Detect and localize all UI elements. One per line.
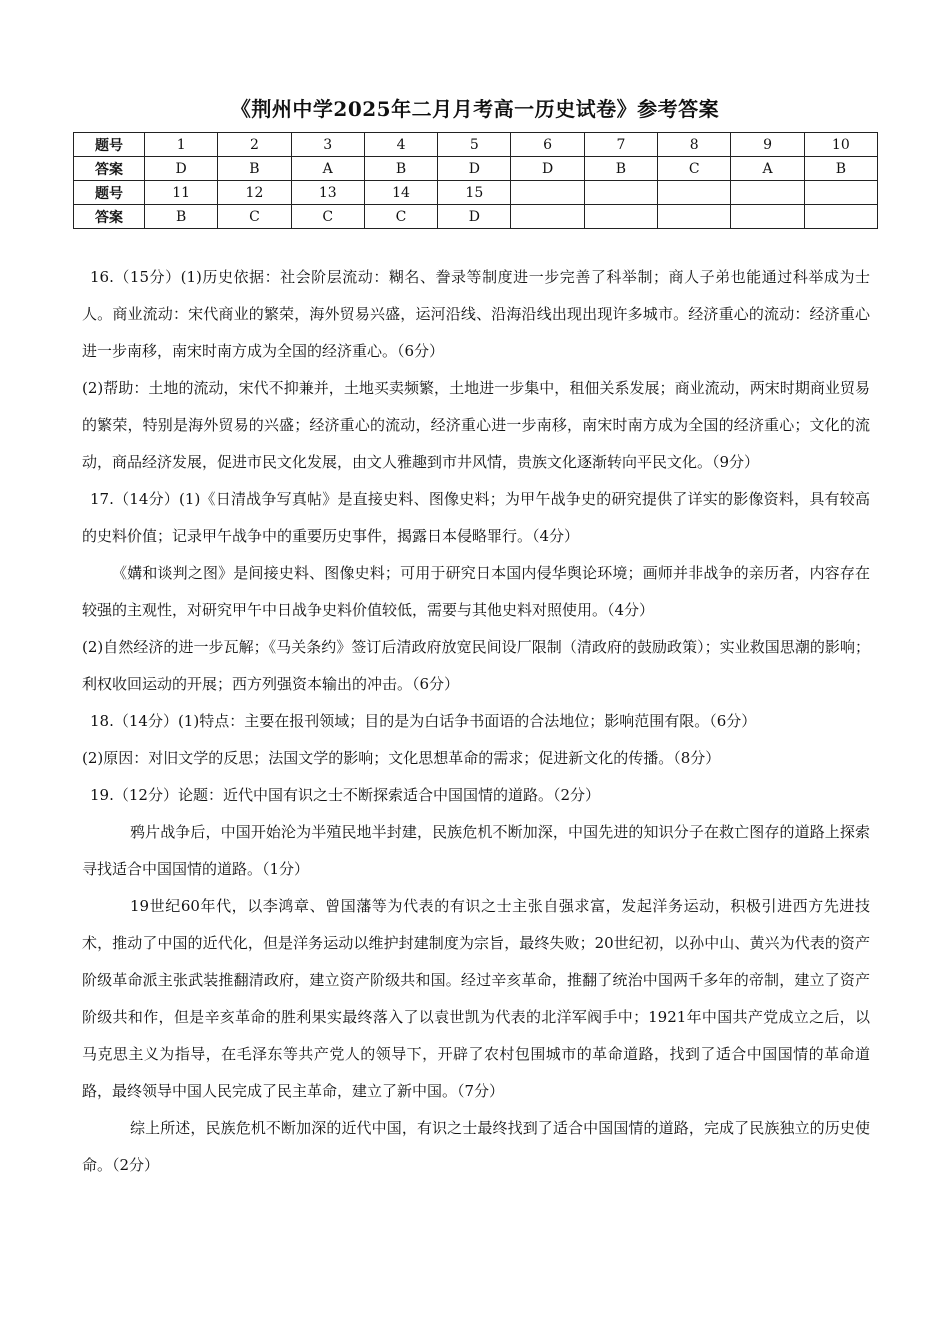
answer-18-part-1: 18.（14分）(1)特点：主要在报刊领域；目的是为白话争书面语的合法地位；影响范围有限。（6分） [90,712,757,730]
answer-18-part-2: (2)原因：对旧文学的反思；法国文学的影响；文化思想革命的需求；促进新文化的传播。（8分） [82,749,721,767]
answer-17-part-2: (2)自然经济的进一步瓦解；《马关条约》签订后清政府放宽民间设厂限制（清政府的鼓励政策）；实业救国思潮的影响；利权收回运动的开展；西方列强资本输出的冲击。（6分） [82,638,870,693]
table-cell: 10 [804,133,877,157]
table-cell: 6 [511,133,584,157]
answer-table [73,132,878,229]
table-cell: C [218,205,291,229]
answer-16-part-2: (2)帮助：土地的流动，宋代不抑兼并，土地买卖频繁，土地进一步集中，租佃关系发展；商业流动，两宋时期商业贸易的繁荣，特别是海外贸易的兴盛；经济重心的流动，经济重心进一步南移，南宋时南方成为全国的经济重心；文化的流动，商品经济发展，促进市民文化发展，由文人雅趣到市井风情，贵族文化逐渐转向平民文化。（9分） [82,379,870,471]
table-cell [584,181,657,205]
table-cell: D [511,157,584,181]
table-cell: A [731,157,804,181]
table-cell [804,181,877,205]
table-cell: B [145,205,218,229]
answer-19-conclusion: 综上所述，民族危机不断加深的近代中国，有识之士最终找到了适合中国国情的道路，完成了民族独立的历史使命。（2分） [82,1119,870,1174]
table-cell [584,205,657,229]
row-header: 题号 [74,133,145,157]
table-cell: C [291,205,364,229]
answer-19-intro: 鸦片战争后，中国开始沦为半殖民地半封建，民族危机不断加深，中国先进的知识分子在救亡图存的道路上探索寻找适合中国国情的道路。（1分） [82,823,870,878]
answer-19-thesis: 19.（12分）论题：近代中国有识之士不断探索适合中国国情的道路。（2分） [90,786,600,804]
row-header: 答案 [74,205,145,229]
table-cell: C [658,157,731,181]
row-header: 答案 [74,157,145,181]
table-cell: 1 [145,133,218,157]
table-cell: 5 [438,133,511,157]
answer-content [82,259,870,1184]
answer-17-part-1b: 《媾和谈判之图》是间接史料、图像史料；可用于研究日本国内侵华舆论环境；画师并非战争的亲历者，内容存在较强的主观性，对研究甲午中日战争史料价值较低，需要与其他史料对照使用。（4分） [82,564,870,619]
table-cell: D [438,157,511,181]
table-cell: 14 [364,181,437,205]
table-cell: 7 [584,133,657,157]
table-row [74,157,878,181]
table-cell [511,205,584,229]
table-cell: 2 [218,133,291,157]
table-cell [804,205,877,229]
table-cell: D [145,157,218,181]
table-cell: B [584,157,657,181]
table-cell: 12 [218,181,291,205]
table-cell: B [364,157,437,181]
table-row [74,205,878,229]
table-cell: 9 [731,133,804,157]
table-cell: 15 [438,181,511,205]
table-cell: 3 [291,133,364,157]
table-cell [731,181,804,205]
table-cell: B [804,157,877,181]
table-cell: 13 [291,181,364,205]
answer-16-part-1: 16.（15分）(1)历史依据：社会阶层流动：糊名、誊录等制度进一步完善了科举制；商人子弟也能通过科举成为士人。商业流动：宋代商业的繁荣，海外贸易兴盛，运河沿线、沿海沿线出现出现许多城市。经济重心的流动：经济重心进一步南移，南宋时南方成为全国的经济重心。（6分） [82,268,870,360]
answer-17-part-1: 17.（14分）(1)《日清战争写真帖》是直接史料、图像史料；为甲午战争史的研究提供了详实的影像资料，具有较高的史料价值；记录甲午战争中的重要历史事件，揭露日本侵略罪行。（4分） [82,490,870,545]
table-cell: 11 [145,181,218,205]
table-row [74,133,878,157]
table-cell [731,205,804,229]
table-cell: D [438,205,511,229]
table-cell: 4 [364,133,437,157]
table-cell [658,205,731,229]
table-cell: C [364,205,437,229]
row-header: 题号 [74,181,145,205]
page-title: 《荆州中学2025年二月月考高一历史试卷》参考答案 [230,97,720,121]
table-cell: 8 [658,133,731,157]
table-cell: A [291,157,364,181]
table-row [74,181,878,205]
table-cell: B [218,157,291,181]
table-cell [658,181,731,205]
answer-19-body: 19世纪60年代，以李鸿章、曾国藩等为代表的有识之士主张自强求富，发起洋务运动，积极引进西方先进技术，推动了中国的近代化，但是洋务运动以维护封建制度为宗旨，最终失败；20世纪初，以孙中山、黄兴为代表的资产阶级革命派主张武装推翻清政府，建立资产阶级共和国。经过辛亥革命，推翻了统治中国两千多年的帝制，建立了资产阶级共和作，但是辛亥革命的胜利果实最终落入了以袁世凯为代表的北洋军阀手中；1921年中国共产党成立之后，以马克思主义为指导，在毛泽东等共产党人的领导下，开辟了农村包围城市的革命道路，找到了适合中国国情的革命道路，最终领导中国人民完成了民主革命，建立了新中国。（7分） [82,897,870,1100]
table-cell [511,181,584,205]
